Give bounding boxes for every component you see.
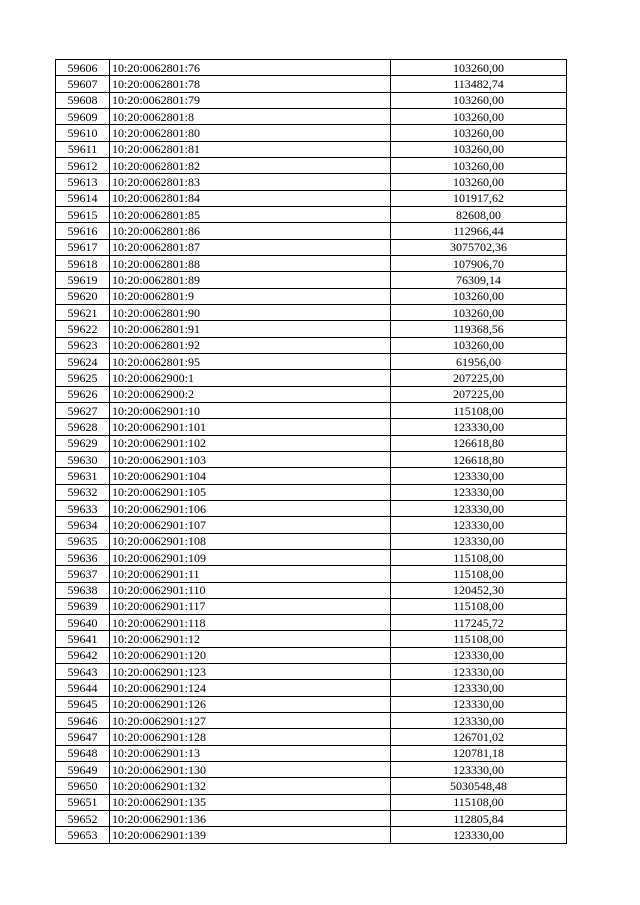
row-number-cell: 59639: [56, 598, 110, 614]
cadastral-number-cell: 10:20:0062900:1: [110, 370, 391, 386]
table-row: [56, 255, 567, 271]
table-row: [56, 582, 567, 598]
value-cell: 112966,44: [391, 223, 567, 239]
row-number-cell: 59638: [56, 582, 110, 598]
table-row: [56, 141, 567, 157]
value-cell: 123330,00: [391, 713, 567, 729]
row-number-cell: 59615: [56, 206, 110, 222]
value-cell: 126618,80: [391, 435, 567, 451]
value-cell: 3075702,36: [391, 239, 567, 255]
value-cell: 123330,00: [391, 680, 567, 696]
table-row: [56, 745, 567, 761]
cadastral-number-cell: 10:20:0062801:78: [110, 76, 391, 92]
table-row: [56, 288, 567, 304]
table-row: [56, 272, 567, 288]
table-row: [56, 337, 567, 353]
value-cell: 123330,00: [391, 696, 567, 712]
cadastral-number-cell: 10:20:0062901:120: [110, 647, 391, 663]
cadastral-number-cell: 10:20:0062901:128: [110, 729, 391, 745]
table-row: [56, 353, 567, 369]
cadastral-number-cell: 10:20:0062801:80: [110, 125, 391, 141]
table-row: [56, 680, 567, 696]
row-number-cell: 59636: [56, 549, 110, 565]
cadastral-number-cell: 10:20:0062801:92: [110, 337, 391, 353]
table-row: [56, 435, 567, 451]
cadastral-number-cell: 10:20:0062901:107: [110, 517, 391, 533]
row-number-cell: 59623: [56, 337, 110, 353]
table-row: [56, 223, 567, 239]
table-row: [56, 190, 567, 206]
cadastral-number-cell: 10:20:0062801:87: [110, 239, 391, 255]
table-row: [56, 451, 567, 467]
value-cell: 101917,62: [391, 190, 567, 206]
table-row: [56, 321, 567, 337]
value-cell: 117245,72: [391, 615, 567, 631]
row-number-cell: 59624: [56, 353, 110, 369]
value-cell: 120781,18: [391, 745, 567, 761]
row-number-cell: 59614: [56, 190, 110, 206]
row-number-cell: 59635: [56, 533, 110, 549]
table-row: [56, 794, 567, 810]
row-number-cell: 59622: [56, 321, 110, 337]
row-number-cell: 59637: [56, 566, 110, 582]
table-row: [56, 484, 567, 500]
table-body: [56, 60, 567, 844]
table-row: [56, 598, 567, 614]
cadastral-number-cell: 10:20:0062801:9: [110, 288, 391, 304]
cadastral-number-cell: 10:20:0062801:89: [110, 272, 391, 288]
value-cell: 115108,00: [391, 402, 567, 418]
value-cell: 119368,56: [391, 321, 567, 337]
value-cell: 120452,30: [391, 582, 567, 598]
cadastral-number-cell: 10:20:0062901:123: [110, 664, 391, 680]
table-row: [56, 304, 567, 320]
value-cell: 103260,00: [391, 92, 567, 108]
table-row: [56, 419, 567, 435]
table-row: [56, 729, 567, 745]
row-number-cell: 59646: [56, 713, 110, 729]
table-row: [56, 664, 567, 680]
cadastral-number-cell: 10:20:0062801:83: [110, 174, 391, 190]
table-row: [56, 615, 567, 631]
value-cell: 207225,00: [391, 370, 567, 386]
table-row: [56, 696, 567, 712]
table-row: [56, 402, 567, 418]
cadastral-number-cell: 10:20:0062801:82: [110, 157, 391, 173]
cadastral-number-cell: 10:20:0062901:106: [110, 500, 391, 516]
table-row: [56, 533, 567, 549]
row-number-cell: 59650: [56, 778, 110, 794]
table-row: [56, 76, 567, 92]
table-row: [56, 174, 567, 190]
value-cell: 207225,00: [391, 386, 567, 402]
cadastral-number-cell: 10:20:0062901:117: [110, 598, 391, 614]
value-cell: 115108,00: [391, 566, 567, 582]
cadastral-number-cell: 10:20:0062901:124: [110, 680, 391, 696]
cadastral-number-cell: 10:20:0062901:118: [110, 615, 391, 631]
value-cell: 82608,00: [391, 206, 567, 222]
row-number-cell: 59627: [56, 402, 110, 418]
row-number-cell: 59620: [56, 288, 110, 304]
cadastral-number-cell: 10:20:0062901:108: [110, 533, 391, 549]
value-cell: 5030548,48: [391, 778, 567, 794]
row-number-cell: 59631: [56, 468, 110, 484]
table-row: [56, 108, 567, 124]
cadastral-number-cell: 10:20:0062901:109: [110, 549, 391, 565]
table-row: [56, 778, 567, 794]
row-number-cell: 59612: [56, 157, 110, 173]
row-number-cell: 59649: [56, 762, 110, 778]
table-row: [56, 468, 567, 484]
table-row: [56, 762, 567, 778]
cadastral-number-cell: 10:20:0062901:135: [110, 794, 391, 810]
value-cell: 103260,00: [391, 157, 567, 173]
cadastral-number-cell: 10:20:0062801:95: [110, 353, 391, 369]
cadastral-number-cell: 10:20:0062901:103: [110, 451, 391, 467]
row-number-cell: 59651: [56, 794, 110, 810]
table-row: [56, 500, 567, 516]
cadastral-number-cell: 10:20:0062901:110: [110, 582, 391, 598]
table-row: [56, 386, 567, 402]
row-number-cell: 59613: [56, 174, 110, 190]
row-number-cell: 59641: [56, 631, 110, 647]
value-cell: 123330,00: [391, 533, 567, 549]
value-cell: 123330,00: [391, 517, 567, 533]
row-number-cell: 59616: [56, 223, 110, 239]
row-number-cell: 59629: [56, 435, 110, 451]
row-number-cell: 59640: [56, 615, 110, 631]
row-number-cell: 59606: [56, 60, 110, 76]
table-row: [56, 60, 567, 76]
value-cell: 123330,00: [391, 468, 567, 484]
cadastral-number-cell: 10:20:0062801:85: [110, 206, 391, 222]
value-cell: 123330,00: [391, 827, 567, 843]
row-number-cell: 59610: [56, 125, 110, 141]
cadastral-number-cell: 10:20:0062901:101: [110, 419, 391, 435]
cadastral-number-cell: 10:20:0062801:91: [110, 321, 391, 337]
row-number-cell: 59648: [56, 745, 110, 761]
value-cell: 123330,00: [391, 419, 567, 435]
value-cell: 123330,00: [391, 500, 567, 516]
cadastral-number-cell: 10:20:0062801:81: [110, 141, 391, 157]
table-row: [56, 549, 567, 565]
value-cell: 103260,00: [391, 60, 567, 76]
row-number-cell: 59619: [56, 272, 110, 288]
table-row: [56, 239, 567, 255]
table-row: [56, 517, 567, 533]
value-cell: 115108,00: [391, 794, 567, 810]
cadastral-number-cell: 10:20:0062801:84: [110, 190, 391, 206]
table-row: [56, 631, 567, 647]
row-number-cell: 59625: [56, 370, 110, 386]
table-row: [56, 566, 567, 582]
table-row: [56, 157, 567, 173]
row-number-cell: 59628: [56, 419, 110, 435]
cadastral-number-cell: 10:20:0062901:12: [110, 631, 391, 647]
value-cell: 103260,00: [391, 125, 567, 141]
table-row: [56, 125, 567, 141]
row-number-cell: 59643: [56, 664, 110, 680]
value-cell: 103260,00: [391, 141, 567, 157]
value-cell: 113482,74: [391, 76, 567, 92]
table-row: [56, 92, 567, 108]
row-number-cell: 59621: [56, 304, 110, 320]
row-number-cell: 59618: [56, 255, 110, 271]
cadastral-number-cell: 10:20:0062901:132: [110, 778, 391, 794]
row-number-cell: 59632: [56, 484, 110, 500]
table-row: [56, 647, 567, 663]
value-cell: 107906,70: [391, 255, 567, 271]
row-number-cell: 59608: [56, 92, 110, 108]
value-cell: 103260,00: [391, 304, 567, 320]
row-number-cell: 59633: [56, 500, 110, 516]
value-cell: 126701,02: [391, 729, 567, 745]
row-number-cell: 59647: [56, 729, 110, 745]
value-cell: 112805,84: [391, 811, 567, 827]
cadastral-number-cell: 10:20:0062901:13: [110, 745, 391, 761]
value-cell: 103260,00: [391, 288, 567, 304]
row-number-cell: 59626: [56, 386, 110, 402]
row-number-cell: 59634: [56, 517, 110, 533]
cadastral-number-cell: 10:20:0062801:8: [110, 108, 391, 124]
row-number-cell: 59645: [56, 696, 110, 712]
value-cell: 115108,00: [391, 549, 567, 565]
cadastral-number-cell: 10:20:0062801:86: [110, 223, 391, 239]
value-cell: 61956,00: [391, 353, 567, 369]
value-cell: 103260,00: [391, 337, 567, 353]
row-number-cell: 59611: [56, 141, 110, 157]
cadastral-number-cell: 10:20:0062901:130: [110, 762, 391, 778]
value-cell: 123330,00: [391, 664, 567, 680]
cadastral-number-cell: 10:20:0062801:79: [110, 92, 391, 108]
cadastral-number-cell: 10:20:0062801:76: [110, 60, 391, 76]
value-cell: 123330,00: [391, 762, 567, 778]
cadastral-number-cell: 10:20:0062901:104: [110, 468, 391, 484]
cadastral-number-cell: 10:20:0062901:10: [110, 402, 391, 418]
value-cell: 123330,00: [391, 647, 567, 663]
cadastral-number-cell: 10:20:0062901:126: [110, 696, 391, 712]
cadastral-number-cell: 10:20:0062801:88: [110, 255, 391, 271]
value-cell: 115108,00: [391, 631, 567, 647]
cadastral-number-cell: 10:20:0062901:127: [110, 713, 391, 729]
value-cell: 76309,14: [391, 272, 567, 288]
cadastral-number-cell: 10:20:0062901:11: [110, 566, 391, 582]
cadastral-number-cell: 10:20:0062801:90: [110, 304, 391, 320]
row-number-cell: 59617: [56, 239, 110, 255]
value-cell: 123330,00: [391, 484, 567, 500]
cadastral-number-cell: 10:20:0062901:139: [110, 827, 391, 843]
table-row: [56, 811, 567, 827]
value-cell: 126618,80: [391, 451, 567, 467]
row-number-cell: 59644: [56, 680, 110, 696]
row-number-cell: 59642: [56, 647, 110, 663]
row-number-cell: 59607: [56, 76, 110, 92]
value-cell: 115108,00: [391, 598, 567, 614]
row-number-cell: 59630: [56, 451, 110, 467]
cadastral-number-cell: 10:20:0062901:102: [110, 435, 391, 451]
cadastral-number-cell: 10:20:0062901:105: [110, 484, 391, 500]
table-row: [56, 206, 567, 222]
table-row: [56, 713, 567, 729]
cadastral-number-cell: 10:20:0062900:2: [110, 386, 391, 402]
value-cell: 103260,00: [391, 174, 567, 190]
row-number-cell: 59653: [56, 827, 110, 843]
table-row: [56, 827, 567, 843]
value-cell: 103260,00: [391, 108, 567, 124]
data-table: [55, 59, 567, 844]
table-row: [56, 370, 567, 386]
row-number-cell: 59609: [56, 108, 110, 124]
cadastral-number-cell: 10:20:0062901:136: [110, 811, 391, 827]
row-number-cell: 59652: [56, 811, 110, 827]
